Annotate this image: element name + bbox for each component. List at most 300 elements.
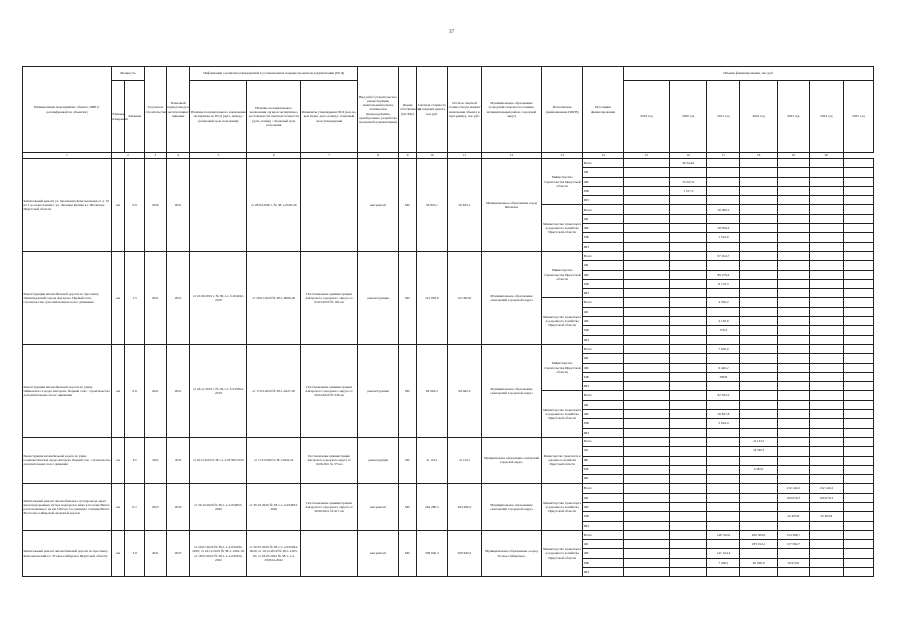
funding-source: Всего	[583, 159, 623, 168]
funding-value	[777, 456, 809, 465]
project-end-year: 2021	[166, 251, 190, 344]
funding-source: ФБ	[583, 177, 623, 186]
funding-value	[843, 270, 873, 279]
project-ownership: МС	[399, 437, 417, 483]
funding-value	[740, 475, 777, 484]
funding-value: 8 176,3	[707, 279, 740, 288]
funding-source: ФБ	[583, 363, 623, 372]
funding-value	[623, 344, 670, 353]
funding-value	[843, 521, 873, 530]
funding-value	[623, 530, 670, 539]
funding-value: 16 974,0	[777, 558, 809, 567]
funding-value	[777, 465, 809, 474]
funding-source: ФБ	[583, 456, 623, 465]
funding-value	[623, 270, 670, 279]
table-row	[23, 159, 874, 168]
funding-value	[623, 363, 670, 372]
column-number: 15	[623, 153, 670, 159]
funding-value: 154 368,7	[777, 530, 809, 539]
funding-value	[740, 261, 777, 270]
funding-value	[623, 335, 670, 344]
funding-value	[777, 428, 809, 437]
funding-value	[740, 233, 777, 242]
funding-value: 132 140,2	[809, 484, 843, 493]
funding-value	[777, 335, 809, 344]
project-municipality: Муниципальное образование «город Усолье-Сибирское»	[482, 530, 542, 576]
funding-value	[809, 205, 843, 214]
funding-value	[670, 224, 707, 233]
funding-value	[809, 307, 843, 316]
funding-value	[740, 326, 777, 335]
funding-value	[623, 391, 670, 400]
project-work-type: реконструкция	[357, 344, 398, 437]
funding-source: МБ	[583, 279, 623, 288]
funding-value	[740, 456, 777, 465]
project-start-year: 2021	[145, 530, 167, 576]
funding-value	[843, 298, 873, 307]
project-work-type: кап.ремонт	[357, 530, 398, 576]
funding-value	[740, 279, 777, 288]
funding-value	[843, 382, 873, 391]
funding-value	[740, 428, 777, 437]
project-executor: Министерство строительства Иркутской области	[541, 159, 582, 205]
project-approval	[301, 530, 358, 576]
funding-value: 1 317,3	[670, 186, 707, 195]
project-ownership: МС	[399, 344, 417, 437]
funding-value	[777, 326, 809, 335]
funding-value	[670, 465, 707, 474]
funding-value	[670, 419, 707, 428]
funding-value	[777, 233, 809, 242]
funding-value	[777, 521, 809, 530]
funding-value	[707, 437, 740, 446]
funding-value	[670, 512, 707, 521]
funding-value	[707, 382, 740, 391]
funding-value	[670, 270, 707, 279]
project-remaining: 264 280,3	[447, 484, 481, 530]
funding-value	[809, 159, 843, 168]
funding-value	[707, 242, 740, 251]
funding-value: 62 032,2	[707, 391, 740, 400]
table-body	[23, 153, 874, 577]
funding-value	[777, 363, 809, 372]
column-number: 9	[399, 153, 417, 159]
project-name: Капитальный ремонт автомобильной дороги по проспекту Комсомольский в г. Усолье-Сибирское Иркутской области	[23, 530, 112, 576]
project-executor: Министерство транспорта и дорожного хозяйства Иркутской области	[541, 391, 582, 437]
funding-value	[809, 400, 843, 409]
funding-value	[777, 549, 809, 558]
funding-value	[670, 493, 707, 502]
funding-value: 7 438,1	[707, 558, 740, 567]
funding-value	[809, 465, 843, 474]
project-name: Реконструкция автомобильной дороги по улице Чайковского города Ангарска. Первый этап - строительство дополнительных полос движения	[23, 344, 112, 437]
funding-value	[623, 233, 670, 242]
funding-value	[707, 484, 740, 493]
funding-value	[777, 270, 809, 279]
funding-value	[843, 475, 873, 484]
funding-value	[809, 270, 843, 279]
funding-value	[670, 484, 707, 493]
funding-value	[740, 335, 777, 344]
project-start-year: 2023	[145, 484, 167, 530]
funding-value	[623, 400, 670, 409]
project-approval: Постановление администрации Ангарского городского округа от 30.06.2021 № 617-па	[301, 484, 358, 530]
funding-value	[809, 447, 843, 456]
funding-value	[670, 391, 707, 400]
funding-value	[623, 168, 670, 177]
funding-value	[623, 419, 670, 428]
header-work-type: Вид работ (строительство, реконструкция, капитальный ремонт, техническое перевооружение, приобретение, разработка проектной документации)	[357, 67, 398, 153]
funding-value	[740, 214, 777, 223]
funding-value	[777, 159, 809, 168]
funding-value	[623, 196, 670, 205]
funding-value: 137 394,7	[777, 540, 809, 549]
funding-value	[670, 475, 707, 484]
funding-value	[623, 502, 670, 511]
funding-value	[777, 168, 809, 177]
funding-value	[777, 410, 809, 419]
funding-source: ИИ	[583, 196, 623, 205]
funding-value	[809, 251, 843, 260]
funding-value	[623, 382, 670, 391]
funding-value	[740, 307, 777, 316]
project-cost: 264 280,3	[416, 484, 447, 530]
funding-value	[809, 540, 843, 549]
funding-value	[809, 475, 843, 484]
funding-value	[707, 159, 740, 168]
funding-value	[843, 447, 873, 456]
table-row	[23, 344, 874, 353]
funding-value	[670, 214, 707, 223]
funding-value: 89 278,4	[707, 270, 740, 279]
column-number: 7	[301, 153, 358, 159]
funding-value	[707, 214, 740, 223]
funding-value	[843, 568, 873, 577]
column-number: 2	[111, 153, 144, 159]
funding-source: Всего	[583, 251, 623, 260]
funding-value	[777, 568, 809, 577]
funding-value	[809, 317, 843, 326]
funding-source: Всего	[583, 344, 623, 353]
funding-source: ОБ	[583, 354, 623, 363]
header-expertise: Наличие положительного заключения экспертизы по ПСД (дата, номер) / (плановый срок получения)	[190, 81, 247, 153]
funding-value	[809, 410, 843, 419]
funding-value	[707, 568, 740, 577]
funding-value	[809, 437, 843, 446]
funding-value	[670, 558, 707, 567]
funding-value	[809, 298, 843, 307]
funding-value	[740, 400, 777, 409]
funding-value	[740, 186, 777, 195]
funding-source: ФБ	[583, 317, 623, 326]
funding-value	[843, 428, 873, 437]
funding-value	[707, 428, 740, 437]
project-value: 0,6	[125, 344, 145, 437]
funding-value	[740, 242, 777, 251]
funding-value	[670, 326, 707, 335]
funding-source: МБ	[583, 512, 623, 521]
project-work-type: кап.ремонт	[357, 159, 398, 252]
funding-value	[740, 419, 777, 428]
project-work-type: реконструкция	[357, 251, 398, 344]
header-year: 2025 год	[843, 81, 873, 153]
funding-value	[623, 251, 670, 260]
project-cost: 41 143,2	[416, 437, 447, 483]
project-unit: км	[111, 251, 124, 344]
funding-value	[843, 354, 873, 363]
funding-value: 1 524,0	[707, 233, 740, 242]
funding-value	[843, 363, 873, 372]
funding-value	[843, 391, 873, 400]
funding-value: 56 827,8	[707, 410, 740, 419]
funding-value	[843, 326, 873, 335]
funding-value	[707, 335, 740, 344]
funding-value	[843, 233, 873, 242]
funding-value	[777, 400, 809, 409]
funding-value	[707, 289, 740, 298]
funding-value	[809, 391, 843, 400]
funding-value	[740, 512, 777, 521]
project-executor: Министерство транспорта и дорожного хозяйства Иркутской области	[541, 205, 582, 251]
funding-value	[670, 261, 707, 270]
funding-value	[777, 344, 809, 353]
funding-value	[777, 437, 809, 446]
funding-value	[623, 159, 670, 168]
funding-value	[707, 196, 740, 205]
funding-value	[707, 521, 740, 530]
funding-value	[670, 307, 707, 316]
funding-value	[623, 242, 670, 251]
funding-source: МБ	[583, 233, 623, 242]
project-end-year: 2021	[166, 344, 190, 437]
funding-value	[670, 289, 707, 298]
funding-value	[809, 326, 843, 335]
funding-source: ОБ	[583, 400, 623, 409]
funding-value	[809, 214, 843, 223]
funding-value	[777, 317, 809, 326]
project-start-year: 2021	[145, 344, 167, 437]
funding-value	[623, 224, 670, 233]
funding-value: 589,8	[707, 372, 740, 381]
funding-value	[843, 419, 873, 428]
funding-value	[777, 391, 809, 400]
funding-value	[670, 568, 707, 577]
funding-source: ОБ	[583, 493, 623, 502]
funding-value: 26 344,9	[670, 159, 707, 168]
page-number: 37	[449, 30, 454, 35]
funding-value	[740, 344, 777, 353]
funding-value	[809, 233, 843, 242]
funding-value	[777, 447, 809, 456]
funding-value	[740, 493, 777, 502]
project-expertise: от 26.11.2019 г. № 38-1-1-3-033654-2019	[190, 344, 247, 437]
funding-value	[843, 177, 873, 186]
funding-value	[670, 382, 707, 391]
funding-value	[670, 372, 707, 381]
funding-value	[670, 502, 707, 511]
funding-value	[670, 456, 707, 465]
funding-value	[623, 540, 670, 549]
funding-value	[740, 298, 777, 307]
column-number: 4	[166, 153, 190, 159]
funding-value	[843, 317, 873, 326]
funding-source: ФБ	[583, 224, 623, 233]
funding-source: ИИ	[583, 428, 623, 437]
funding-value	[740, 224, 777, 233]
funding-value: 22 463,8	[777, 512, 809, 521]
project-expertise: от 10.09.2019 г. № 38-1-1-3-024042-2019	[190, 251, 247, 344]
funding-value	[809, 289, 843, 298]
funding-value: 30 480,2	[707, 205, 740, 214]
funding-value	[777, 224, 809, 233]
funding-value	[777, 307, 809, 316]
funding-value: 7 030,0	[707, 344, 740, 353]
funding-value	[623, 558, 670, 567]
funding-source: Всего	[583, 484, 623, 493]
funding-value	[707, 261, 740, 270]
column-number: 18	[740, 153, 777, 159]
project-expertise-cost: от 30.10.2020 № 38-1-1-2-054833-2020	[247, 484, 301, 530]
project-cost: 69 062,2	[416, 344, 447, 437]
funding-value	[707, 512, 740, 521]
funding-value	[740, 317, 777, 326]
column-number: 3	[145, 153, 167, 159]
funding-value	[809, 428, 843, 437]
funding-source: ОБ	[583, 168, 623, 177]
project-start-year: 2022	[145, 437, 167, 483]
funding-source: Всего	[583, 391, 623, 400]
funding-value	[843, 410, 873, 419]
project-name: Капитальный ремонт автомобильного путепровода через железнодорожные пути и подходов к нему в поселке Мегет, расположенного на км 5162 пк 3 в границах станции Мегет Восточно-Сибирской железной дороги	[23, 484, 112, 530]
project-end-year: 2023	[166, 530, 190, 576]
column-number: 20	[809, 153, 843, 159]
project-value: 1,5	[125, 251, 145, 344]
table-header	[23, 67, 874, 153]
funding-value	[843, 558, 873, 567]
column-number: 17	[707, 153, 740, 159]
project-expertise: от 26.12.2019 № 38-1-1-3-037695-2019	[190, 437, 247, 483]
funding-value	[707, 354, 740, 363]
project-remaining: 56 825,1	[447, 159, 481, 252]
funding-source: ФБ	[583, 270, 623, 279]
funding-value	[809, 558, 843, 567]
funding-value	[843, 261, 873, 270]
project-executor: Министерство транспорта и дорожного хозяйства Иркутской области	[541, 530, 582, 576]
header-year: 2022 год	[740, 81, 777, 153]
funding-value: 20 596,9	[740, 558, 777, 567]
funding-source: МБ	[583, 419, 623, 428]
funding-value	[843, 493, 873, 502]
funding-value	[740, 382, 777, 391]
funding-value	[623, 261, 670, 270]
project-cost: 101 963,9	[416, 251, 447, 344]
funding-value	[740, 159, 777, 168]
funding-value	[809, 279, 843, 288]
funding-value	[777, 475, 809, 484]
project-remaining: 41 143,2	[447, 437, 481, 483]
funding-value	[809, 456, 843, 465]
funding-value	[623, 428, 670, 437]
project-unit: км	[111, 484, 124, 530]
header-cost: Сметная стоимость (в текущих ценах), тыс.руб.	[416, 67, 447, 153]
project-executor: Министерство транспорта и дорожного хозяйства Иркутской области	[541, 298, 582, 344]
column-number: 14	[583, 153, 623, 159]
funding-value: 141 324,4	[707, 549, 740, 558]
funding-source: ОБ	[583, 214, 623, 223]
funding-value	[670, 410, 707, 419]
funding-value	[809, 419, 843, 428]
funding-value	[740, 270, 777, 279]
column-number: 6	[247, 153, 301, 159]
funding-value: 185 912,1	[740, 540, 777, 549]
funding-value	[843, 159, 873, 168]
funding-value: 22 463,8	[809, 512, 843, 521]
funding-source: МБ	[583, 465, 623, 474]
funding-value	[707, 168, 740, 177]
funding-value	[623, 549, 670, 558]
funding-value: 97 454,7	[707, 251, 740, 260]
funding-value	[623, 205, 670, 214]
funding-value: 4 130,9	[707, 317, 740, 326]
funding-value: 6 582,9	[740, 465, 777, 474]
funding-value	[740, 196, 777, 205]
funding-value	[670, 279, 707, 288]
project-unit: км	[111, 530, 124, 576]
funding-source: Всего	[583, 437, 623, 446]
funding-value	[809, 354, 843, 363]
funding-value: 34 560,3	[740, 447, 777, 456]
funding-value	[670, 428, 707, 437]
funding-value: 132 140,2	[777, 484, 809, 493]
funding-value	[809, 242, 843, 251]
project-executor: Министерство строительства Иркутской области	[541, 344, 582, 390]
funding-value	[777, 196, 809, 205]
funding-value	[740, 372, 777, 381]
funding-value	[707, 307, 740, 316]
project-municipality: Муниципальное образование «Ангарский городской округ»	[482, 437, 542, 483]
header-start-year: Год начала строительства	[145, 67, 167, 153]
funding-value	[843, 196, 873, 205]
funding-value	[740, 205, 777, 214]
funding-value	[843, 502, 873, 511]
investment-table	[22, 66, 874, 577]
funding-value	[623, 465, 670, 474]
project-value: 0,6	[125, 159, 145, 252]
funding-value	[670, 335, 707, 344]
project-end-year: 2024	[166, 484, 190, 530]
column-number: 8	[357, 153, 398, 159]
funding-value: 5 204,4	[707, 419, 740, 428]
funding-value	[707, 493, 740, 502]
funding-value	[843, 344, 873, 353]
funding-value	[623, 279, 670, 288]
project-cost: 56 825,1	[416, 159, 447, 252]
column-number: 1	[23, 153, 112, 159]
funding-value	[843, 168, 873, 177]
funding-value	[623, 521, 670, 530]
funding-value	[809, 335, 843, 344]
funding-value	[843, 437, 873, 446]
funding-value	[670, 521, 707, 530]
funding-value: 148 762,6	[707, 530, 740, 539]
funding-value	[809, 549, 843, 558]
funding-value	[670, 540, 707, 549]
funding-value	[843, 512, 873, 521]
funding-value	[623, 372, 670, 381]
header-capacity: Мощность	[111, 67, 144, 81]
funding-value	[843, 549, 873, 558]
project-end-year: 2021	[166, 159, 190, 252]
